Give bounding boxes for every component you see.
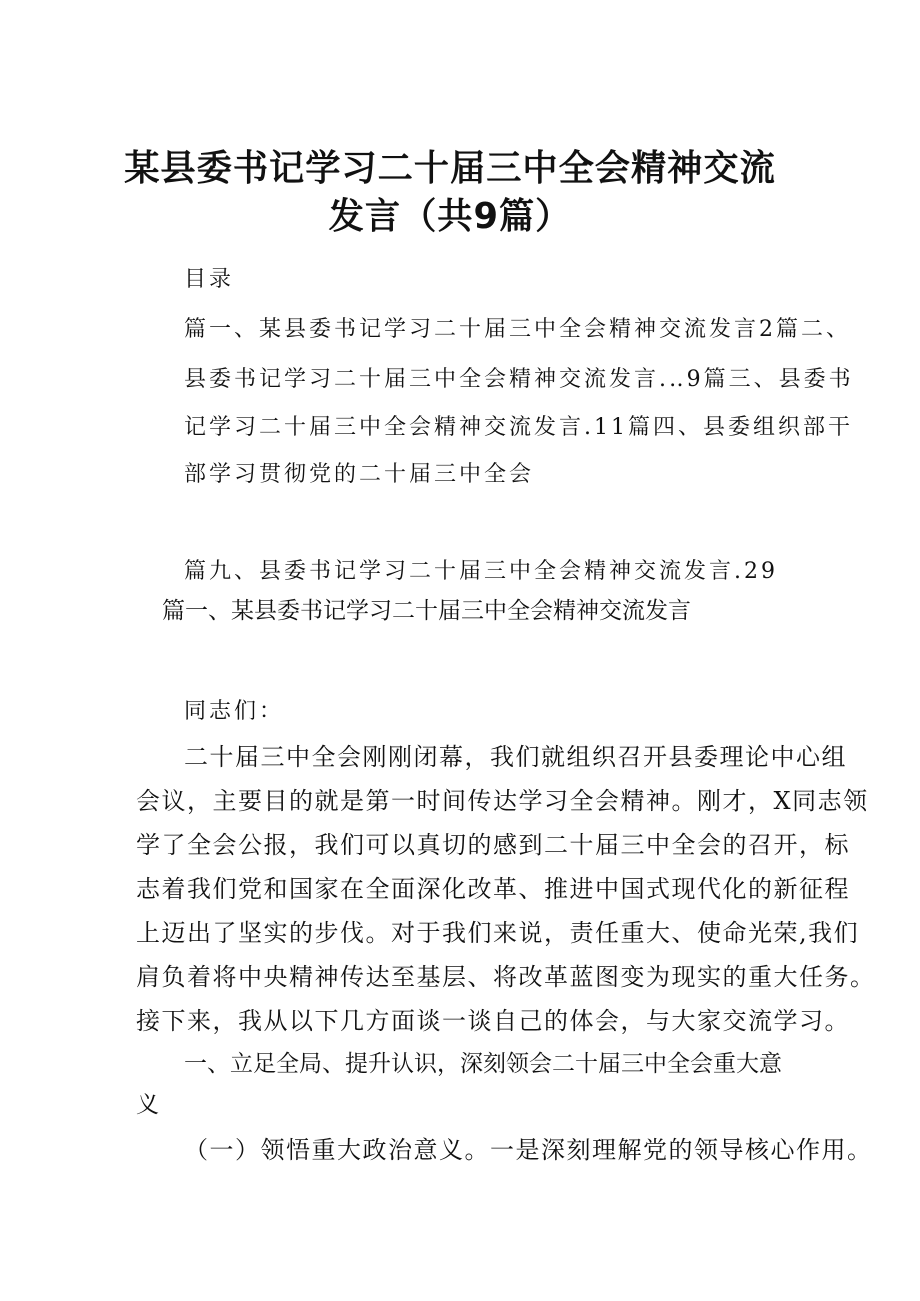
document-title-line-2: 发言（共9篇） <box>328 196 572 237</box>
toc-line: 篇一、某县委书记学习二十届三中全会精神交流发言2篇二、 <box>184 317 851 342</box>
toc-line: 记学习二十届三中全会精神交流发言.11篇四、县委组织部干 <box>184 415 853 440</box>
section-heading-continued: 义 <box>136 1092 159 1118</box>
greeting: 同志们： <box>184 699 285 724</box>
paragraph-line: 肩负着将中央精神传达至基层、将改革蓝图变为现实的重大任务。 <box>136 963 876 991</box>
paragraph-line: 接下来，我从以下几方面谈一谈自己的体会，与大家交流学习。 <box>136 1007 850 1035</box>
toc-heading: 目录 <box>184 267 235 292</box>
subsection-line: （一）领悟重大政治意义。一是深刻理解党的领导核心作用。 <box>184 1136 873 1164</box>
toc-line-last: 篇九、县委书记学习二十届三中全会精神交流发言.29 <box>184 559 778 584</box>
toc-line: 县委书记学习二十届三中全会精神交流发言.‥9篇三、县委书 <box>184 367 854 392</box>
document-title-line-1: 某县委书记学习二十届三中全会精神交流 <box>124 148 776 189</box>
toc-line: 部学习贯彻党的二十届三中全会 <box>184 462 535 487</box>
paragraph-line: 学了全会公报，我们可以真切的感到二十届三中全会的召开，标 <box>136 831 850 859</box>
paragraph-line: 志着我们党和国家在全面深化改革、推进中国式现代化的新征程 <box>136 875 850 903</box>
paragraph-line: 二十届三中全会刚刚闭幕，我们就组织召开县委理论中心组 <box>184 743 847 771</box>
paragraph-line: 上迈出了坚实的步伐。对于我们来说，责任重大、使命光荣,我们 <box>136 919 860 947</box>
section-heading: 一、立足全局、提升认识，深刻领会二十届三中全会重大意 <box>184 1051 782 1077</box>
paragraph-line: 会议，主要目的就是第一时间传达学习全会精神。刚才，X同志领 <box>136 787 869 815</box>
article-heading: 篇一、某县委书记学习二十届三中全会精神交流发言 <box>162 598 691 624</box>
